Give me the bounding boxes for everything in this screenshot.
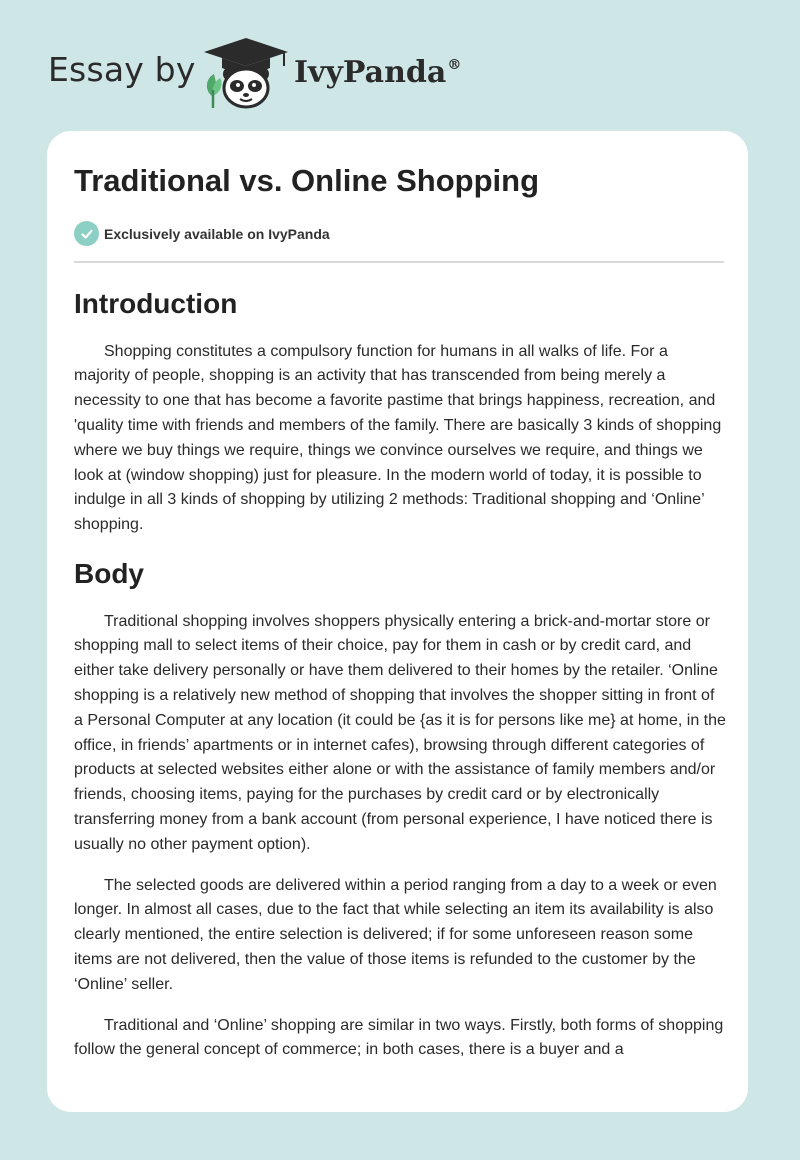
- site-header: [0, 0, 800, 130]
- essay-content: [74, 279, 726, 1063]
- page-title: Traditional vs. Online Shopping: [74, 163, 540, 198]
- section-heading-body: Body: [74, 557, 144, 589]
- badge-text: Exclusively available on IvyPanda: [104, 225, 330, 242]
- panda-graduate-icon[interactable]: [200, 34, 292, 110]
- essay-by-label: Essay by: [48, 50, 196, 89]
- essay-card: [47, 131, 748, 1112]
- paragraph: Shopping constitutes a compulsory function for humans in all walks of life. For a majority of people, shopping is an activity that has transcended from being merely a necessity to one that has become a favorite pastime that brings happiness, recreation, and 'quality time with friends and members of the family. There are basically 3 kinds of shopping where we buy things we require, things we convince ourselves we require, and things we look at (window shopping) just for pleasure. In the modern world of today, it is possible to indulge in all 3 kinds of shopping by utilizing 2 methods: Traditional shopping and ‘Online’ shopping.: [74, 342, 722, 534]
- section-heading-introduction: Introduction: [74, 288, 238, 319]
- paragraph: Traditional shopping involves shoppers physically entering a brick-and-mortar store or shopping mall to select items of their choice, pay for them in cash or by credit card, and either take delivery personally or have them delivered to their homes by the retailer. ‘Online shopping is a relatively new method of shopping that involves the shopper sitting in front of a Personal Computer at any location (it could be {as it is for persons like me} at home, in the office, in friends’ apartments or in internet cafes), browsing through different categories of products at selected websites either alone or with the assistance of family members and/or friends, choosing items, paying for the purchases by credit card or by electronically transferring money from a bank account (from personal experience, I have noticed there is usually no other payment option).: [74, 612, 726, 853]
- registered-mark: ®: [447, 57, 462, 73]
- check-icon: [74, 221, 99, 246]
- paragraph: The selected goods are delivered within a period ranging from a day to a week or even longer. In almost all cases, due to the fact that while selecting an item its availability is also clearly mentioned, the entire selection is delivered; if for some unforeseen reason some items are not delivered, then the value of those items is refunded to the customer by the ‘Online’ seller.: [74, 876, 717, 993]
- divider: [74, 261, 724, 263]
- brand-name[interactable]: IvyPanda®: [294, 55, 462, 90]
- exclusive-badge: [74, 221, 330, 246]
- paragraph: Traditional and ‘Online’ shopping are similar in two ways. Firstly, both forms of shopping follow the general concept of commerce; in both cases, there is a buyer and a: [74, 1016, 724, 1059]
